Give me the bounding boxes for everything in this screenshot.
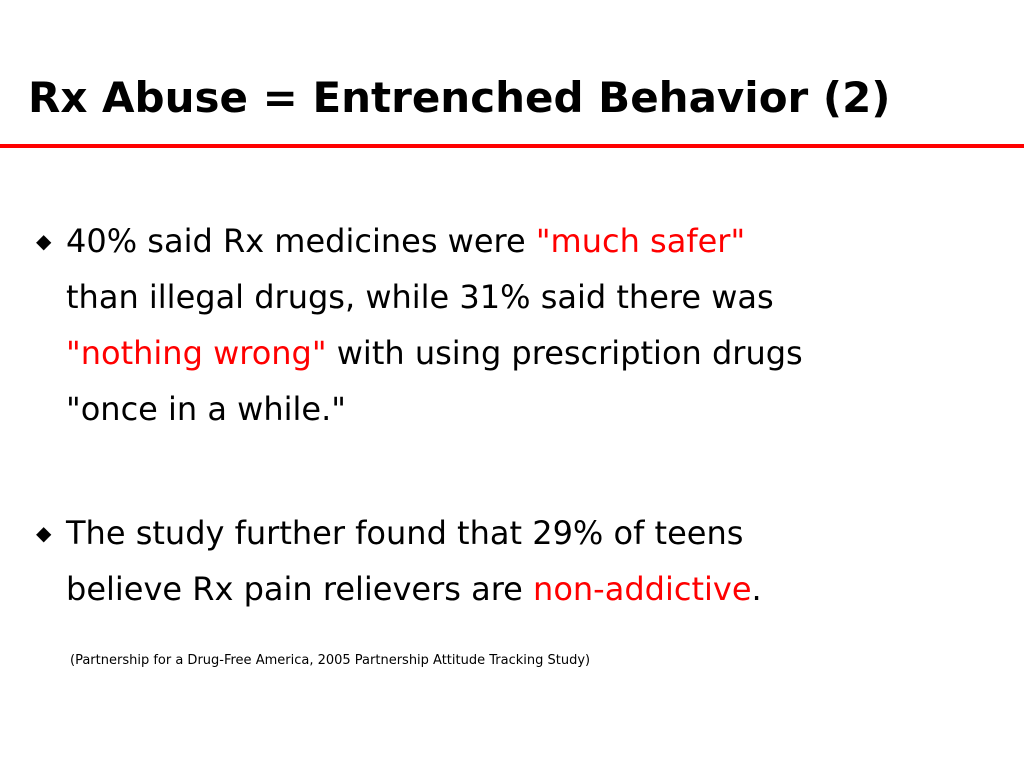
- bullet-1-line-1-text: 40% said Rx medicines were: [66, 222, 536, 260]
- bullet-1-line-2: than illegal drugs, while 31% said there was: [66, 278, 774, 316]
- bullet-1-line-4: "once in a while.": [66, 390, 346, 428]
- title-divider: [0, 144, 1024, 148]
- bullet-2-line-2-text: believe Rx pain relievers are: [66, 570, 534, 608]
- highlight-non-addictive: non-addictive: [533, 570, 752, 608]
- bullet-2-period: .: [751, 570, 762, 608]
- bullet-item-1: [36, 213, 803, 437]
- citation: (Partnership for a Drug-Free America, 2005 Partnership Attitude Tracking Study): [70, 653, 591, 668]
- bullet-item-2: [36, 505, 762, 617]
- bullet-2-line-2: [66, 561, 762, 617]
- diamond-bullet-icon: ◆: [36, 229, 52, 253]
- highlight-nothing-wrong: "nothing wrong": [66, 334, 327, 372]
- bullet-2-line-1: The study further found that 29% of teens: [66, 514, 744, 552]
- bullet-text-1: [66, 213, 803, 437]
- slide-title: Rx Abuse = Entrenched Behavior (2): [28, 73, 891, 122]
- highlight-much-safer: "much safer": [535, 222, 746, 260]
- diamond-bullet-icon: ◆: [36, 521, 52, 545]
- bullet-1-line-3: [66, 325, 803, 381]
- bullet-1-line-3-text: with using prescription drugs: [326, 334, 803, 372]
- bullet-text-2: [66, 505, 762, 617]
- bullet-1-line-1: [66, 213, 803, 269]
